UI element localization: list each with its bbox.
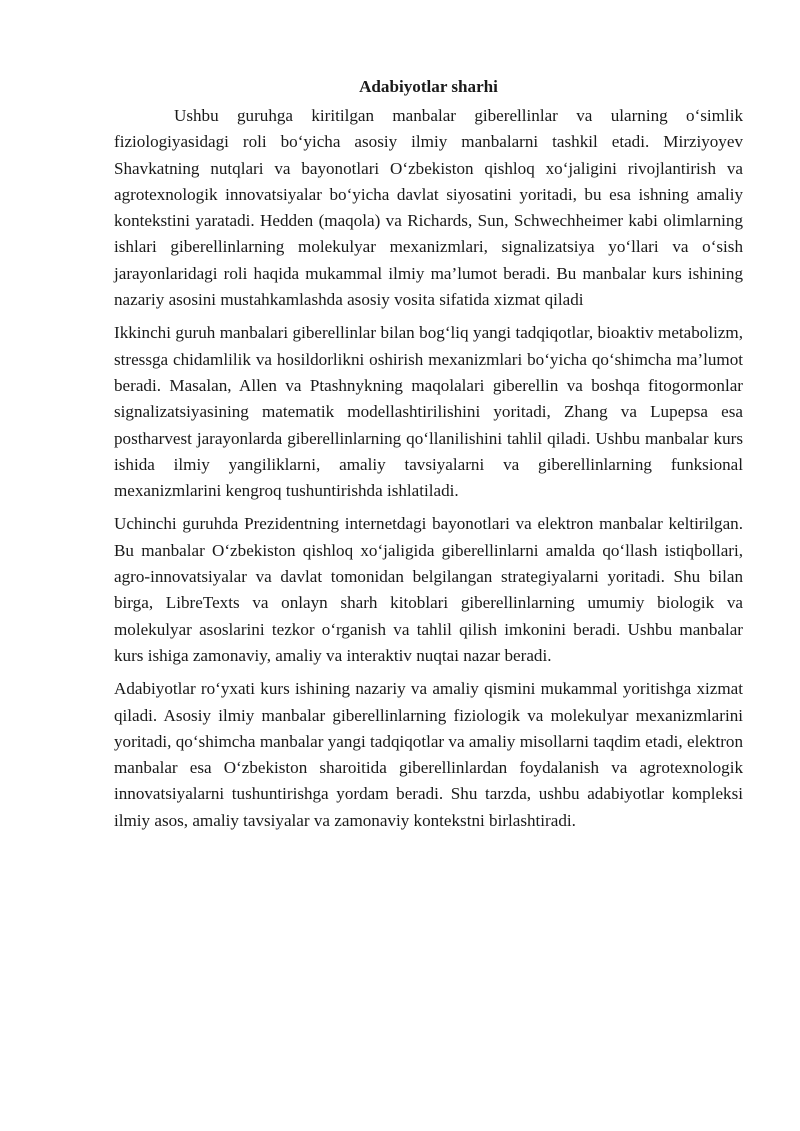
paragraph-3: Uchinchi guruhda Prezidentning internetdagi bayonotlari va elektron manbalar keltirilgan. Bu manbalar O‘zbekiston qishloq xo‘jaligida giberellinlarni amalda qo‘llash istiqbollari, agro-innovatsiyalar va davlat tomonidan belgilangan strategiyalarni yoritadi. Shu bilan birga, LibreTexts va onlayn sharh kitoblari giberellinlarning umumiy biologik va molekulyar asoslarini tezkor o‘rganish va tahlil qilish imkonini beradi. Ushbu manbalar kurs ishiga zamonaviy, amaliy va interaktiv nuqtai nazar beradi. (114, 514, 743, 665)
document-title: Adabiyotlar sharhi (359, 77, 498, 96)
paragraph-2: Ikkinchi guruh manbalari giberellinlar bilan bog‘liq yangi tadqiqotlar, bioaktiv metabolizm, stressga chidamlilik va hosildorlikni oshirish mexanizmlari bo‘yicha qo‘shimcha ma’lumot beradi. Masalan, Allen va Ptashnykning maqolalari giberellin va boshqa fitogormonlar signalizatsiyasining matematik modellashtirilishini yoritadi, Zhang va Lupepsa esa postharvest jarayonlarda giberellinlarning qo‘llanilishini tahlil qiladi. Ushbu manbalar kurs ishida ilmiy yangiliklarni, amaliy tavsiyalarni va giberellinlarning funksional mexanizmlarini kengroq tushuntirishda ishlatiladi. (114, 323, 743, 501)
document-page (114, 74, 743, 841)
paragraph-4: Adabiyotlar ro‘yxati kurs ishining nazariy va amaliy qismini mukammal yoritishga xizmat qiladi. Asosiy ilmiy manbalar giberellinlarning fiziologik va molekulyar mexanizmlarini yoritadi, qo‘shimcha manbalar yangi tadqiqotlar va amaliy misollarni taqdim etadi, elektron manbalar esa O‘zbekiston sharoitida giberellinlardan foydalanish va agrotexnologik innovatsiyalarni tushuntirishga yordam beradi. Shu tarzda, ushbu adabiyotlar kompleksi ilmiy asos, amaliy tavsiyalar va zamonaviy kontekstni birlashtiradi. (114, 679, 743, 830)
paragraph-1: Ushbu guruhga kiritilgan manbalar giberellinlar va ularning o‘simlik fiziologiyasidagi roli bo‘yicha asosiy ilmiy manbalarni tashkil etadi. Mirziyoyev Shavkatning nutqlari va bayonotlari O‘zbekiston qishloq xo‘jaligini rivojlantirish va agrotexnologik innovatsiyalar bo‘yicha davlat siyosatini yoritadi, bu esa ishning amaliy kontekstini yaratadi. Hedden (maqola) va Richards, Sun, Schwechheimer kabi olimlarning ishlari giberellinlarning molekulyar mexanizmlari, signalizatsiya yo‘llari va o‘sish jarayonlaridagi roli haqida mukammal ilmiy ma’lumot beradi. Bu manbalar kurs ishining nazariy asosini mustahkamlashda asosiy vosita sifatida xizmat qiladi (114, 106, 743, 310)
